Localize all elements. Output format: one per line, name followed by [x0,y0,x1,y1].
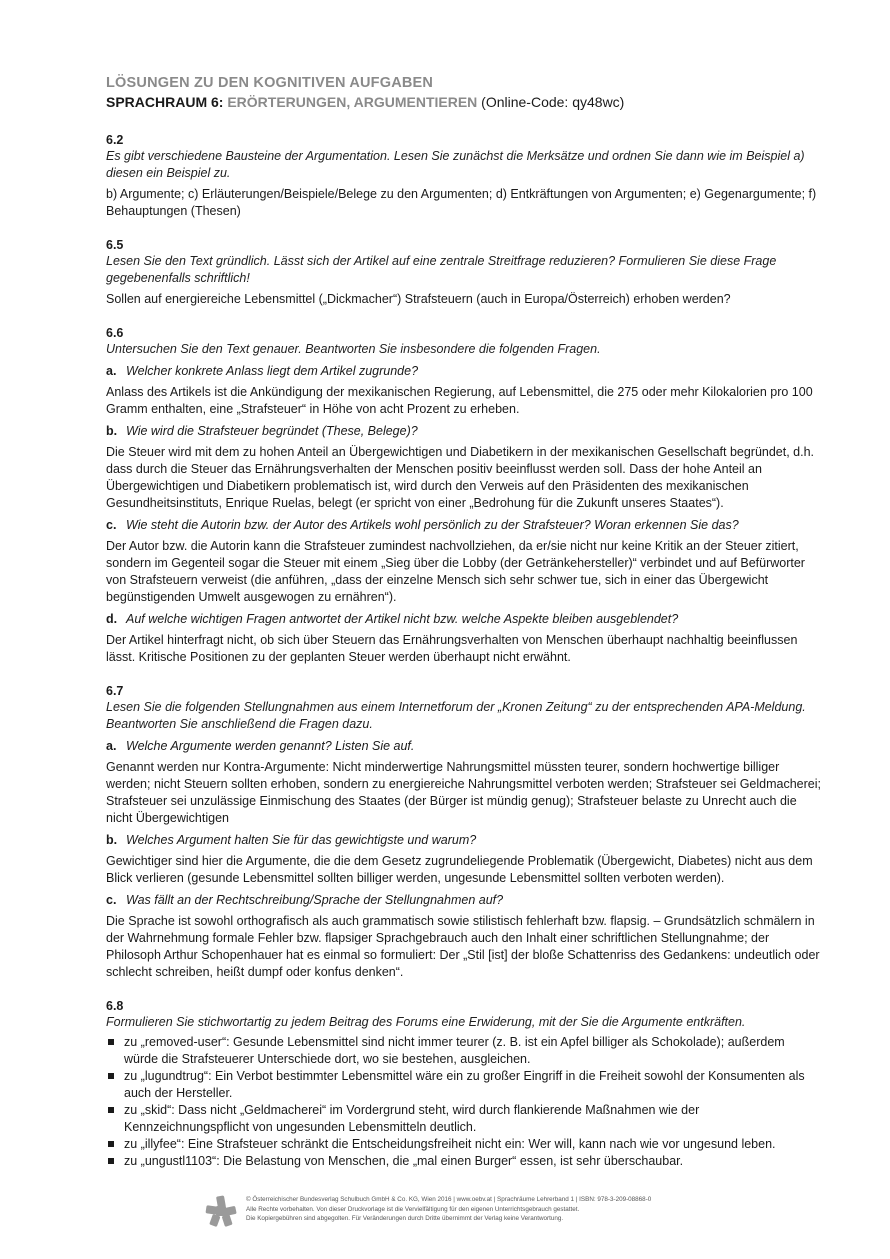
answer-a: Anlass des Artikels ist die Ankündigung der mexikanischen Regierung, auf Lebensmittel, die 275 oder mehr Kilokalorien pro 100 Gramm enthalten, eine „Strafsteuer“ in Höhe von acht Prozent zu erheben. [106,385,813,416]
question-label: a. [106,739,117,753]
publisher-logo-icon [204,1194,238,1228]
section-number: 6.2 [106,133,124,147]
bullet-icon [108,1107,114,1113]
list-item-text: zu „lugundtrug“: Ein Verbot bestimmter Lebensmittel wäre ein zu großer Eingriff in die Freiheit sowohl der Konsumenten als auch der Hersteller. [124,1069,805,1100]
rebuttal-list [106,1034,822,1170]
answer-text: Sollen auf energiereiche Lebensmittel („Dickmacher“) Strafsteuern (auch in Europa/Österreich) erhoben werden? [106,292,731,306]
section-6-8 [106,998,822,1170]
question-label: b. [106,833,118,847]
task-text: Es gibt verschiedene Bausteine der Argumentation. Lesen Sie zunächst die Merksätze und ordnen Sie dann wie im Beispiel a) diesen ein Beispiel zu. [106,149,805,180]
answer-b: Gewichtiger sind hier die Argumente, die die dem Gesetz zugrundeliegende Problematik (Übergewicht, Diabetes) nicht aus dem Blick verlieren (gesunde Lebensmittel sollten billiger werden, ungesunde Lebensmittel sollten verboten werden). [106,854,813,885]
bullet-icon [108,1141,114,1147]
question-label: a. [106,364,117,378]
question-label: c. [106,518,117,532]
question-a [106,738,822,755]
list-item [106,1068,822,1102]
task-text: Untersuchen Sie den Text genauer. Beantworten Sie insbesondere die folgenden Fragen. [106,342,601,356]
bullet-icon [108,1158,114,1164]
copyright-line: © Österreichischer Bundesverlag Schulbuch GmbH & Co. KG, Wien 2016 | www.oebv.at | Sprachräume Lehrerband 1 | ISBN: 978-3-209-08868-0 [246,1196,652,1203]
question-text: Wie wird die Strafsteuer begründet (These, Belege)? [126,424,418,438]
section-number: 6.5 [106,238,124,252]
question-text: Was fällt an der Rechtschreibung/Sprache der Stellungnahmen auf? [126,893,504,907]
list-item-text: zu „skid“: Dass nicht „Geldmacherei“ im Vordergrund steht, wird durch flankierende Maßnahmen wie der Kennzeichnungspflicht von ungesunden Lebensmitteln deutlich. [124,1103,700,1134]
question-text: Welches Argument halten Sie für das gewichtigste und warum? [126,833,477,847]
answer-b: Die Steuer wird mit dem zu hohen Anteil an Übergewichtigen und Diabetikern in der mexikanischen Gesellschaft begründet, d.h. dass durch die Steuer das Ernährungsverhalten der Menschen positiv beeinflusst werden soll. Dass der hohe Anteil an Übergewichtigen und Diabetikern problematisch ist, wird durch den Verweis auf den Präsidenten des mexikanischen Gesundheitsinstituts, Enrique Ruelas, belegt (er spricht von einer „Bedrohung für die Zukunft unseres Staates“). [106,445,815,510]
question-c [106,517,822,534]
answer-c: Die Sprache ist sowohl orthografisch als auch grammatisch sowie stilistisch fehlerhaft bzw. flapsig. – Grundsätzlich schmälern in der Wahrnehmung formale Fehler bzw. flapsiger Sprachgebrauch auch den Inhalt einer schriftlichen Stellungnahme; der Philosoph Arthur Schopenhauer hat es einmal so formuliert: Der „Stil [ist] der bloße Schattenriss des Gedankens: undeutlich oder schlecht schreiben, heißt dumpf oder konfus denken“. [106,914,820,979]
answer-text: b) Argumente; c) Erläuterungen/Beispiele/Belege zu den Argumenten; d) Entkräftungen von Argumenten; e) Gegenargumente; f) Behauptungen (Thesen) [106,187,817,218]
document-page [106,74,822,1170]
task-text: Lesen Sie die folgenden Stellungnahmen aus einem Internetforum der „Kronen Zeitung“ zu der entsprechenden APA-Meldung. Beantworten Sie anschließend die Fragen dazu. [106,700,806,731]
list-item [106,1153,822,1170]
page-subtitle [106,93,822,112]
copyright-line: Die Kopiergebühren sind abgegolten. Für Veränderungen durch Dritte übernimmt der Verlag keine Verantwortung. [246,1215,564,1222]
answer-d: Der Artikel hinterfragt nicht, ob sich über Steuern das Ernährungsverhalten von Menschen überhaupt nachhaltig beeinflussen lässt. Kritische Positionen zu der geplanten Steuer werden überhaupt nicht erwähnt. [106,633,798,664]
page-footer [204,1194,764,1228]
section-number: 6.6 [106,326,124,340]
question-label: d. [106,612,118,626]
section-number: 6.8 [106,999,124,1013]
list-item [106,1102,822,1136]
section-6-2 [106,132,822,220]
copyright-text [246,1195,651,1224]
section-6-7 [106,683,822,981]
section-6-5 [106,237,822,308]
bullet-icon [108,1039,114,1045]
question-b [106,832,822,849]
subtitle-online-code: (Online-Code: qy48wc) [481,94,625,110]
question-c [106,892,822,909]
subtitle-topic: ERÖRTERUNGEN, ARGUMENTIEREN [227,94,478,110]
list-item [106,1136,822,1153]
question-text: Auf welche wichtigen Fragen antwortet der Artikel nicht bzw. welche Aspekte bleiben ausgeblendet? [126,612,679,626]
list-item-text: zu „ungustl1103“: Die Belastung von Menschen, die „mal einen Burger“ essen, ist sehr überschaubar. [124,1154,684,1168]
task-text: Lesen Sie den Text gründlich. Lässt sich der Artikel auf eine zentrale Streitfrage reduzieren? Formulieren Sie diese Frage gegebenenfalls schriftlich! [106,254,777,285]
subtitle-chapter: SPRACHRAUM 6: [106,94,224,110]
list-item-text: zu „illyfee“: Eine Strafsteuer schränkt die Entscheidungsfreiheit nicht ein: Wer will, kann nach wie vor ungesund leben. [124,1137,776,1151]
question-d [106,611,822,628]
section-number: 6.7 [106,684,124,698]
page-title: LÖSUNGEN ZU DEN KOGNITIVEN AUFGABEN [106,75,434,91]
question-text: Welcher konkrete Anlass liegt dem Artikel zugrunde? [126,364,419,378]
task-text: Formulieren Sie stichwortartig zu jedem Beitrag des Forums eine Erwiderung, mit der Sie die Argumente entkräften. [106,1015,746,1029]
answer-a: Genannt werden nur Kontra-Argumente: Nicht minderwertige Nahrungsmittel müssten teurer, sondern hochwertige billiger werden; nicht Steuern sollten erhoben, sondern zu energiereiche Nahrungsmittel verboten werden; Strafsteuer sei Geldmacherei; Strafsteuer sei unzulässige Einmischung des Staates (der Bürger ist mündig genug); Strafsteuer belaste zu Unrecht auch die nicht Übergewichtigen [106,760,821,825]
question-label: b. [106,424,118,438]
question-b [106,423,822,440]
question-a [106,363,822,380]
list-item [106,1034,822,1068]
answer-c: Der Autor bzw. die Autorin kann die Strafsteuer zumindest nachvollziehen, da er/sie nicht nur keine Kritik an der Steuer zitiert, sondern im Gegenteil sogar die Steuer mit einem „Sieg über die Lobby (der Getränkehersteller)“ verbindet und auf Befürworter von Strafsteuern verweist (die anführen, „dass der einzelne Mensch sich sehr schwer tue, sich in einer das Übergewicht begünstigenden Umwelt ausgewogen zu ernähren“). [106,539,805,604]
list-item-text: zu „removed-user“: Gesunde Lebensmittel sind nicht immer teurer (z. B. ist ein Apfel billiger als Schokolade); außerdem würde die Strafsteuerer Unterschiede dort, wo sie bestehen, ausgleichen. [124,1035,785,1066]
copyright-line: Alle Rechte vorbehalten. Von dieser Druckvorlage ist die Vervielfältigung für den eigenen Unterrichtsgebrauch gestattet. [246,1205,580,1213]
question-label: c. [106,893,117,907]
section-6-6 [106,325,822,666]
question-text: Welche Argumente werden genannt? Listen Sie auf. [126,739,415,753]
question-text: Wie steht die Autorin bzw. der Autor des Artikels wohl persönlich zu der Strafsteuer? Woran erkennen Sie das? [126,518,739,532]
bullet-icon [108,1073,114,1079]
